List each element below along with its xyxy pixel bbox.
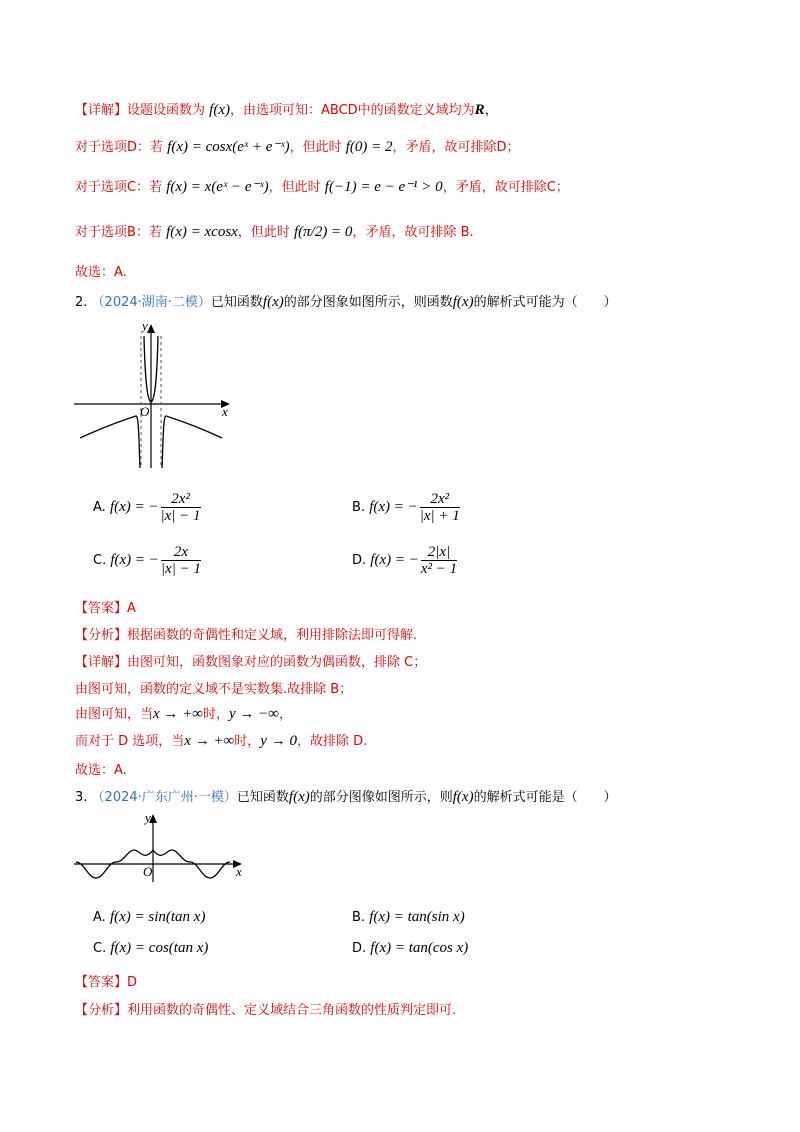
origin-label: O [140,404,150,419]
detail-tag: 【详解】 [75,103,128,118]
detail-text: 对于选项D：若 [75,140,164,155]
option-label: A. [93,910,106,925]
q2-detail-1 [75,651,426,670]
q2-detail-4 [75,730,367,750]
frac-den: x² − 1 [420,561,458,577]
detail-text: 对于选项C：若 [75,180,163,195]
frac-num: 2x² [420,491,460,508]
origin-label: O [143,864,153,879]
math-optB-val: f(π/2) = 0 [293,224,353,240]
q2-option-b [352,491,462,524]
question-number: 3. [75,790,88,805]
frac-num: 2x² [161,491,201,508]
math-optD-func: f(x) = cosx(eˣ + e⁻ˣ) [167,139,290,155]
q2-conclusion: 故选：A. [75,763,127,778]
math-limit: x → +∞ [184,733,235,749]
frac-den: |x| + 1 [419,508,460,524]
option-lhs: f(x) = − [109,499,159,515]
q2-detail-3 [75,703,292,723]
option-expr: f(x) = tan(cos x) [370,940,469,956]
math-limit: x → +∞ [153,706,203,722]
detail-text: 由图可知，函数图象对应的函数为偶函数，排除 C； [127,655,427,670]
math-fx: f(x) [452,789,474,805]
axis-label-y: y [145,810,151,825]
detail-text: ，矛盾，故可排除C； [442,180,569,195]
math-optD-val: f(0) = 2 [345,139,393,155]
option-lhs: f(x) = − [370,552,419,568]
option-lhs: f(x) = − [369,499,418,515]
detail-text: ， [279,707,293,722]
math-limit: y → −∞ [229,706,279,722]
q3-graph [70,810,250,885]
stem-text: 已知函数 [236,790,289,805]
analysis-tag: 【分析】 [75,1003,128,1018]
axis-label-x: x [222,404,228,419]
q1-optD-line [75,136,520,156]
q3-option-a [93,909,205,926]
q1-optC-line [75,176,569,196]
option-expr: f(x) = tan(sin x) [369,909,465,925]
answer-value: D [127,975,138,990]
q2-graph [70,318,240,478]
option-label: D. [352,941,367,956]
stem-text: 的部分图象如图所示，则函数 [283,295,453,310]
question-number: 2. [75,295,88,310]
q2-analysis [75,624,417,643]
math-limit: y → 0 [260,733,297,749]
q3-stem [75,786,617,806]
option-expr: f(x) = sin(tan x) [109,909,206,925]
detail-text: ，矛盾，故可排除 B. [352,225,474,240]
stem-text: 的解析式可能为（ ） [473,295,617,310]
stem-text: 的部分图像如图所示，则 [309,790,453,805]
option-label: C. [93,553,107,568]
option-label: B. [352,910,366,925]
option-label: C. [93,941,107,956]
q2-stem [75,291,617,311]
math-optC-func: f(x) = x(eˣ − e⁻ˣ) [166,179,269,195]
answer-tag: 【答案】 [75,975,128,990]
q3-analysis [75,999,456,1018]
q2-option-c [93,544,203,577]
analysis-text: 利用函数的奇偶性、定义域结合三角函数的性质判定即可. [127,1003,457,1018]
q3-option-d [352,940,468,957]
q2-detail-2: 由图可知，函数的定义域不是实数集.故排除 B； [75,682,353,697]
q2-option-a [93,491,203,524]
detail-text: 设题设函数为 [127,103,206,118]
answer-value: A [127,601,136,616]
analysis-tag: 【分析】 [75,628,128,643]
detail-text: ，矛盾，故可排除D； [392,140,520,155]
q2-option-d [352,544,459,577]
frac-num: 2|x| [421,544,457,561]
math-optC-val: f(−1) = e − e⁻¹ > 0 [324,179,443,195]
question-source: （2024·广东广州·一模） [91,790,237,805]
q3-option-b [352,909,465,926]
frac-den: |x| − 1 [160,561,201,577]
option-expr: f(x) = cos(tan x) [110,940,209,956]
detail-text: 时， [203,707,230,722]
math-R: R [474,102,485,118]
detail-text: 由图可知，当 [75,707,154,722]
analysis-text: 根据函数的奇偶性和定义域，利用排除法即可得解. [127,628,418,643]
q1-optB-line [75,221,474,241]
axis-label-x: x [236,864,242,879]
detail-text: 而对于 D 选项，当 [75,734,185,749]
detail-text: ，故排除 D. [296,734,368,749]
axis-label-y: y [142,318,148,333]
math-fx: f(x) [262,294,284,310]
math-fx: f(x) [209,102,230,118]
frac-num: 2x [161,544,201,561]
math-fx: f(x) [452,294,474,310]
math-optB-func: f(x) = xcosx [166,224,238,240]
detail-text: ，但此时 [289,140,342,155]
detail-text: 时， [234,734,261,749]
q2-answer [75,597,136,616]
question-source: （2024·湖南·二模） [91,295,211,310]
q1-conclusion: 故选：A. [75,265,127,280]
answer-tag: 【答案】 [75,601,128,616]
detail-text: ，但此时 [268,180,321,195]
q3-option-c [93,940,208,957]
q3-answer [75,971,137,990]
detail-text: ，由选项可知：ABCD中的函数定义域均为 [230,103,475,118]
detail-text: ，但此时 [237,225,290,240]
option-label: D. [352,553,367,568]
math-fx: f(x) [288,789,310,805]
option-label: A. [93,500,106,515]
q1-detail-line: 【详解】设题设函数为 f(x)，由选项可知：ABCD中的函数定义域均为R， [75,102,498,118]
option-label: B. [352,500,366,515]
detail-text: 对于选项B：若 [75,225,162,240]
detail-tag: 【详解】 [75,655,128,670]
stem-text: 已知函数 [210,295,263,310]
frac-den: |x| − 1 [160,508,201,524]
option-lhs: f(x) = − [110,552,159,568]
stem-text: 的解析式可能是（ ） [473,790,617,805]
